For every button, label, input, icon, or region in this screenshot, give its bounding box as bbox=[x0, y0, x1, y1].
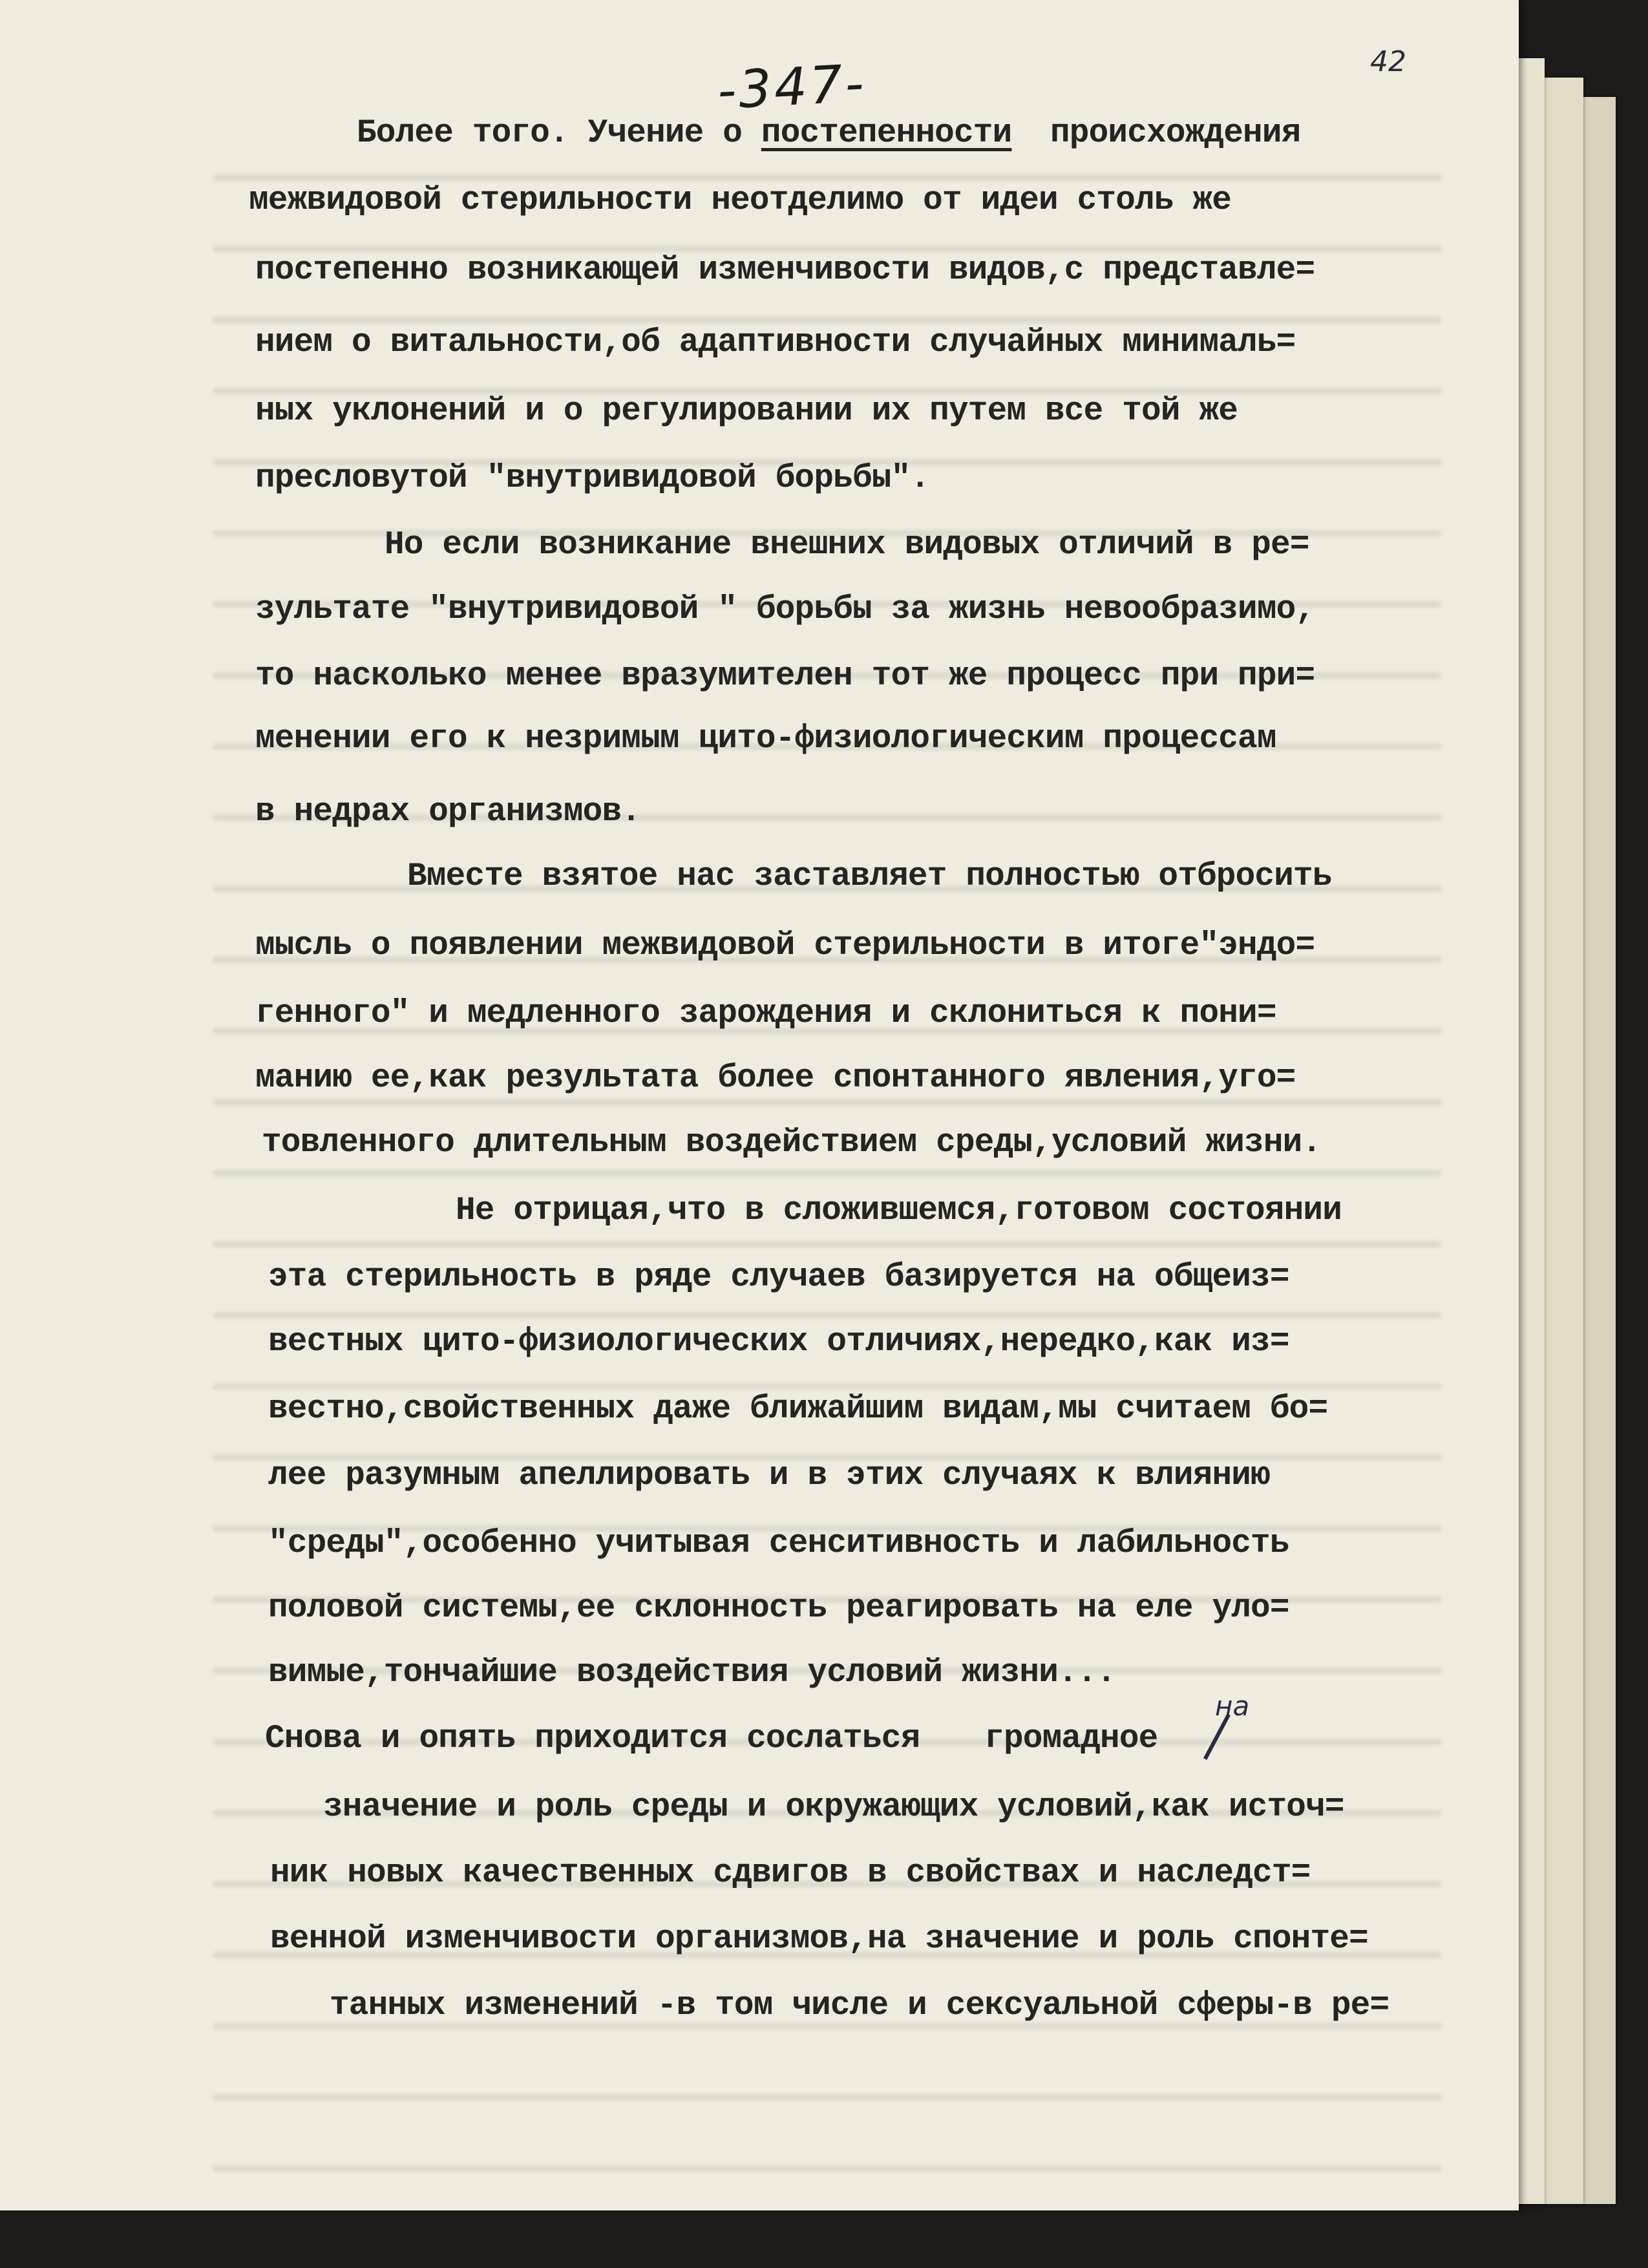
text-line: товленного длительным воздействием среды,условий жизни. bbox=[262, 1125, 1322, 1161]
text-segment: громадное bbox=[984, 1721, 1158, 1757]
handwritten-page-number: -347- bbox=[715, 53, 868, 121]
text-line: вестно,свойственных даже ближайшим видам,мы считаем бо= bbox=[268, 1391, 1328, 1428]
corner-page-mark: 42 bbox=[1370, 45, 1406, 78]
text-line: танных изменений -в том числе и сексуальной сферы-в ре= bbox=[330, 1987, 1389, 2024]
text-line: манию ее,как результата более спонтанного явления,уго= bbox=[255, 1060, 1296, 1097]
text-line: ник новых качественных сдвигов в свойствах и наследст= bbox=[270, 1855, 1311, 1892]
text-line: межвидовой стерильности неотделимо от идеи столь же bbox=[249, 182, 1232, 219]
text-segment: происхождения bbox=[1011, 115, 1301, 152]
text-line: ных уклонений и о регулировании их путем все той же bbox=[255, 393, 1238, 430]
text-segment: Более того. Учение о bbox=[357, 115, 761, 152]
text-line: Не отрицая,что в сложившемся,готовом состоянии bbox=[456, 1192, 1342, 1229]
text-line: вестных цито-физиологических отличиях,нередко,как из= bbox=[268, 1324, 1289, 1361]
text-line: "среды",особенно учитывая сенситивность и лабильность bbox=[268, 1525, 1289, 1562]
text-line: Вместе взятое нас заставляет полностью отбросить bbox=[407, 858, 1332, 895]
text-line: половой системы,ее склонность реагировать на еле уло= bbox=[268, 1590, 1289, 1627]
text-line: постепенно возникающей изменчивости видов,с представле= bbox=[255, 252, 1315, 289]
text-line: нием о витальности,об адаптивности случайных минималь= bbox=[255, 324, 1296, 361]
text-line: в недрах организмов. bbox=[255, 794, 641, 831]
text-line bbox=[265, 1721, 1157, 1757]
text-line: венной изменчивости организмов,на значение и роль спонте= bbox=[270, 1921, 1368, 1958]
text-line: лее разумным апеллировать и в этих случаях к влиянию bbox=[268, 1457, 1270, 1494]
text-line: эта стерильность в ряде случаев базируется на общеиз= bbox=[268, 1259, 1289, 1296]
text-line: вимые,тончайшие воздействия условий жизни... bbox=[268, 1655, 1116, 1691]
text-line bbox=[357, 115, 1300, 152]
handwritten-insertion: на bbox=[1215, 1690, 1250, 1722]
underlined-word: постепенности bbox=[761, 115, 1012, 152]
text-line: менении его к незримым цито-физиологическим процессам bbox=[255, 721, 1276, 758]
text-line: Но если возникание внешних видовых отличий в ре= bbox=[385, 527, 1309, 564]
text-segment: Снова и опять приходится сослаться bbox=[265, 1721, 940, 1757]
text-line: значение и роль среды и окружающих условий,как источ= bbox=[323, 1789, 1344, 1826]
text-line: то насколько менее вразумителен тот же процесс при при= bbox=[255, 658, 1315, 695]
text-line: пресловутой "внутривидовой борьбы". bbox=[255, 460, 930, 497]
text-line: генного" и медленного зарождения и склониться к пони= bbox=[255, 995, 1276, 1032]
text-line: мысль о появлении межвидовой стерильности в итоге"эндо= bbox=[255, 927, 1315, 964]
text-line: зультате "внутривидовой " борьбы за жизнь невообразимо, bbox=[255, 591, 1315, 628]
